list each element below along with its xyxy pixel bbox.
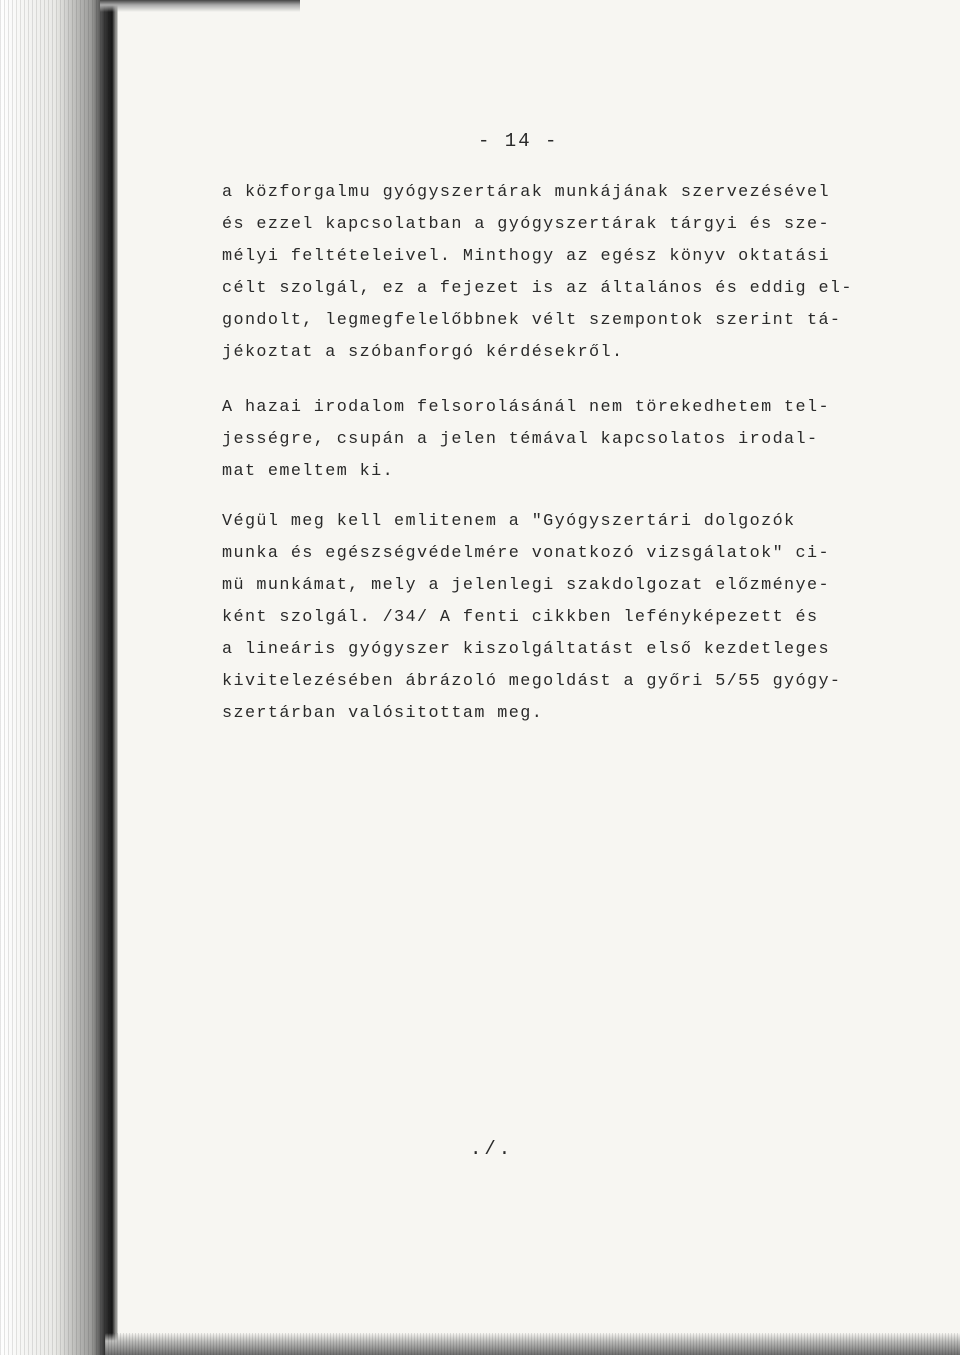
paragraph-3-line-2: munka és egészségvédelmére vonatkozó vizsgálatok" ci- bbox=[222, 544, 830, 563]
paragraph-2-line-3: mat emeltem ki. bbox=[222, 462, 395, 481]
paragraph-1-line-4: célt szolgál, ez a fejezet is az általános és eddig el- bbox=[222, 279, 853, 298]
paragraph-2-line-2: jességre, csupán a jelen témával kapcsolatos irodal- bbox=[222, 430, 819, 449]
scan-top-shadow bbox=[100, 0, 300, 12]
paragraph-1-line-1: a közforgalmu gyógyszertárak munkájának szervezésével bbox=[222, 183, 830, 202]
scan-bottom-edge bbox=[105, 1333, 960, 1355]
page-number: - 14 - bbox=[478, 130, 559, 152]
paragraph-1-line-6: jékoztat a szóbanforgó kérdésekről. bbox=[222, 343, 624, 362]
paragraph-2-line-1: A hazai irodalom felsorolásánál nem törekedhetem tel- bbox=[222, 398, 830, 417]
paragraph-3-line-3: mü munkámat, mely a jelenlegi szakdolgozat előzménye- bbox=[222, 576, 830, 595]
paragraph-3-line-1: Végül meg kell emlitenem a "Gyógyszertári dolgozók bbox=[222, 512, 796, 531]
paragraph-3-line-6: kivitelezésében ábrázoló megoldást a győri 5/55 gyógy- bbox=[222, 672, 842, 691]
scan-binding-edge bbox=[0, 0, 118, 1355]
paragraph-3-line-4: ként szolgál. /34/ A fenti cikkben lefényképezett és bbox=[222, 608, 819, 627]
paragraph-1-line-3: mélyi feltételeivel. Minthogy az egész könyv oktatási bbox=[222, 247, 830, 266]
paragraph-1-line-2: és ezzel kapcsolatban a gyógyszertárak tárgyi és sze- bbox=[222, 215, 830, 234]
paragraph-1-line-5: gondolt, legmegfelelőbbnek vélt szempontok szerint tá- bbox=[222, 311, 842, 330]
paragraph-3-line-5: a lineáris gyógyszer kiszolgáltatást első kezdetleges bbox=[222, 640, 830, 659]
paragraph-3-line-7: szertárban valósitottam meg. bbox=[222, 704, 544, 723]
continuation-mark: ./. bbox=[470, 1138, 514, 1160]
